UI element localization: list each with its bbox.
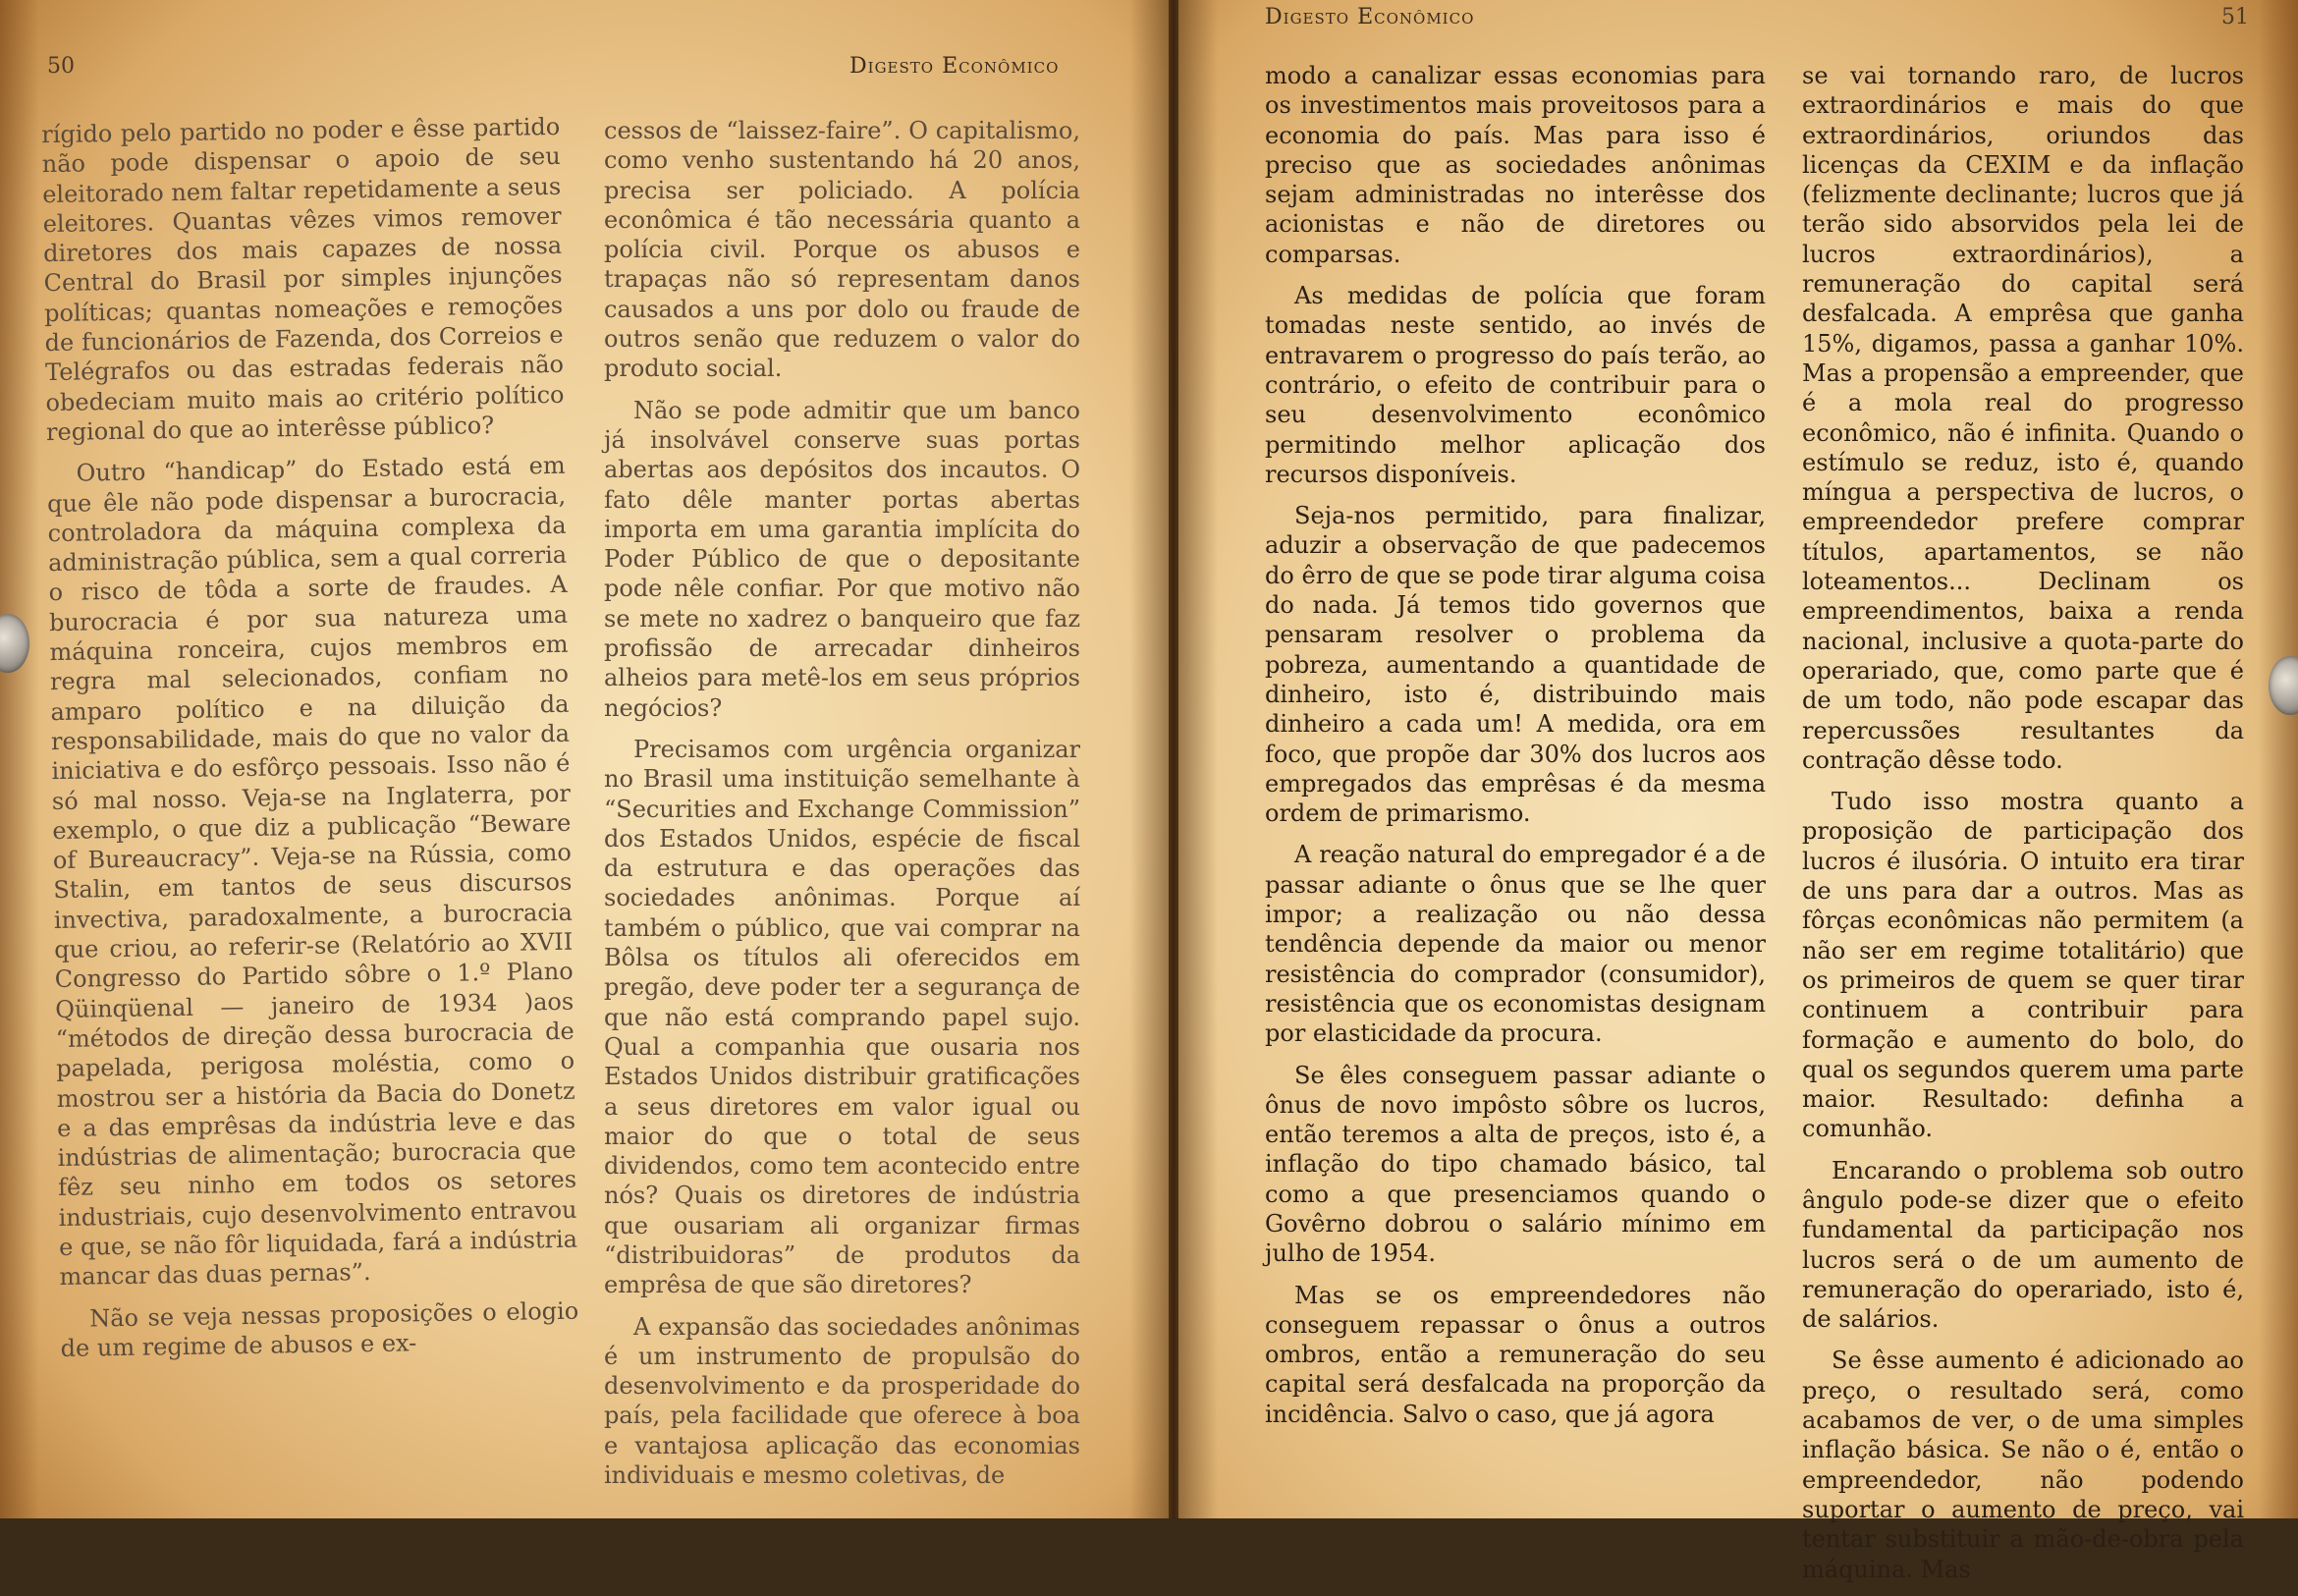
right-column-1 xyxy=(1265,61,1766,1441)
page-number: 50 xyxy=(47,54,75,79)
paragraph: A reação natural do empregador é a de passar adiante o ônus que se lhe quer impor; a realização ou não dessa tendência depende da maior ou menor resistência do comprador (consumidor), resistência que os economistas designam por elasticidade da procura. xyxy=(1265,841,1766,1048)
left-page xyxy=(0,0,1169,1518)
paragraph: se vai tornando raro, de lucros extraordinários e mais do que extraordinários, oriundos das licenças da CEXIM e da inflação (felizmente declinante; lucros que já terão sido absorvidos pela lei de lucros extraordinários), a remuneração do capital será desfalcada. A emprêsa que ganha 15%, digamos, passa a ganhar 10%. Mas a propensão a empreender, que é a mola real do progresso econômico, não é infinita. Quando o estímulo se reduz, isto é, quando míngua a perspectiva de lucros, o empreendedor prefere comprar títulos, apartamentos, se não loteamentos... Declinam os empreendimentos, baixa a renda nacional, inclusive a quota-parte do operariado, que, como parte que é de um todo, não pode escapar das repercussões resultantes da contração dêsse todo. xyxy=(1802,62,2244,774)
paragraph: Outro “handicap” do Estado está em que êle não pode dispensar a burocracia, controladora da máquina complexa da administração pública, sem a qual correria o risco de tôda a sorte de fraudes. A burocracia é por sua natureza uma máquina ronceira, cujos membros em regra mal selecionados, confiam no amparo político e na diluição da responsabilidade, mais do que no valor da iniciativa e do esfôrço pessoais. Isso não é só mal nosso. Veja-se na Inglaterra, por exemplo, o que diz a publicação “Beware of Bureaucracy”. Veja-se na Rússia, como Stalin, em tantos de seus discursos invectiva, paradoxalmente, a burocracia que criou, ao referir-se (Relatório ao XVII Congresso do Partido sôbre o 1.º Plano Qüinqüenal — janeiro de 1934 )aos “métodos de direção dessa burocracia de papelada, perigosa moléstia, como o mostrou ser a história da Bacia do Donetz e a das emprêsas da indústria leve e das indústrias de alimentação; burocracia que fêz seu ninho em todos os setores industriais, cujo desenvolvimento entravou e que, se não fôr liquidada, fará a indústria mancar das duas pernas”. xyxy=(46,452,578,1292)
paragraph: Não se veja nessas proposições o elogio de um regime de abusos e ex- xyxy=(60,1296,579,1362)
running-head: Digesto Econômico xyxy=(849,54,1060,79)
paragraph: rígido pelo partido no poder e êsse partido não pode dispensar o apoio de seu eleitorado nem faltar repetidamente a seus eleitores. Quantas vêzes vimos remover diretores dos mais capazes de nossa Central do Brasil por simples injunções políticas; quantas nomeações e remoções de funcionários de Fazenda, dos Correios e Telégrafos ou das estradas federais não obedeciam muito mais ao critério político regional do que ao interêsse público? xyxy=(41,112,565,447)
page-edge-shadow xyxy=(0,0,39,1518)
paragraph: Não se pode admitir que um banco já insolvável conserve suas portas abertas aos depósitos dos incautos. O fato dêle manter portas abertas importa em uma garantia implícita do Poder Público de que o depositante pode nêle confiar. Por que motivo não se mete no xadrez o banqueiro que faz profissão de arrecadar dinheiros alheios para metê-los em seus próprios negócios? xyxy=(604,396,1080,722)
paragraph: A expansão das sociedades anônimas é um instrumento de propulsão do desenvolvimento e da prosperidade do país, pela facilidade que oferece à boa e vantajosa aplicação das economias individuais e mesmo coletivas, de xyxy=(604,1312,1080,1490)
paragraph: modo a canalizar essas economias para os investimentos mais proveitosos para a economia do país. Mas para isso é preciso que as sociedades anônimas sejam administradas no interêsse dos acionistas e não de diretores ou comparsas. xyxy=(1265,62,1766,268)
running-head: Digesto Econômico xyxy=(1265,5,1475,29)
left-column-1 xyxy=(41,112,579,1375)
paragraph: Precisamos com urgência organizar no Brasil uma instituição semelhante à “Securities and Exchange Commission” dos Estados Unidos, espécie de fiscal da estrutura e das operações das sociedades anônimas. Porque aí também o público, que vai comprar na Bôlsa os títulos ali oferecidos em pregão, deve poder ter a segurança de que não está comprando papel sujo. Qual a companhia que ousaria nos Estados Unidos distribuir gratificações a seus diretores em valor igual ou maior do que o total de seus dividendos, como tem acontecido entre nós? Quais os diretores de indústria que ousariam ali organizar firmas “distribuidoras” de produtos da emprêsa de que são diretores? xyxy=(604,735,1080,1299)
paragraph: Se êsse aumento é adicionado ao preço, o resultado será, como acabamos de ver, o de uma simples inflação básica. Se não o é, então o empreendedor, não podendo suportar o aumento de preço, vai tentar substituir a mão-de-obra pela máquina. Mas xyxy=(1802,1347,2244,1583)
paragraph: As medidas de polícia que foram tomadas neste sentido, ao invés de entravarem o progresso do país terão, ao contrário, o efeito de contribuir para o seu desenvolvimento econômico permitindo melhor aplicação dos recursos disponíveis. xyxy=(1265,282,1766,488)
page-number: 51 xyxy=(2221,5,2249,29)
paragraph: Encarando o problema sob outro ângulo pode-se dizer que o efeito fundamental da participação nos lucros será o de um aumento de remuneração do operariado, isto é, de salários. xyxy=(1802,1156,2244,1334)
left-column-2 xyxy=(604,116,1080,1502)
paragraph: Seja-nos permitido, para finalizar, aduzir a observação de que padecemos do êrro de que se pode tirar alguma coisa do nada. Já temos tido governos que pensaram resolver o problema da pobreza, aumentando a quantidade de dinheiro, isto é, distribuindo mais dinheiro a cada um! A medida, ora em foco, que propõe dar 30% dos lucros aos empregados das emprêsas é da mesma ordem de primarismo. xyxy=(1265,502,1766,828)
paragraph: cessos de “laissez-faire”. O capitalismo, como venho sustentando há 20 anos, precisa ser policiado. A polícia econômica é tão necessária quanto a polícia civil. Porque os abusos e trapaças não só representam danos causados a uns por dolo ou fraude de outros senão que reduzem o valor do produto social. xyxy=(604,117,1080,383)
right-column-2 xyxy=(1802,61,2244,1596)
page-edge-shadow xyxy=(2259,0,2298,1518)
paragraph: Se êles conseguem passar adiante o ônus de novo impôsto sôbre os lucros, então teremos a alta de preços, isto é, a inflação do tipo chamado básico, tal como a que presenciamos quando o Govêrno dobrou o salário mínimo em julho de 1954. xyxy=(1265,1061,1766,1268)
paragraph: Tudo isso mostra quanto a proposição de participação dos lucros é ilusória. O intuito era tirar de uns para dar a outros. Mas as fôrças econômicas não permitem (a não ser em regime totalitário) que os primeiros de quem se quer tirar continuem a contribuir para formação e aumento do bolo, do qual os segundos querem uma parte maior. Resultado: definha a comunhão. xyxy=(1802,788,2244,1143)
paragraph: Mas se os empreendedores não conseguem repassar o ônus a outros ombros, então a remuneração do seu capital será desfalcada na proporção da incidência. Salvo o caso, que já agora xyxy=(1265,1281,1766,1428)
book-gutter xyxy=(1129,0,1218,1518)
